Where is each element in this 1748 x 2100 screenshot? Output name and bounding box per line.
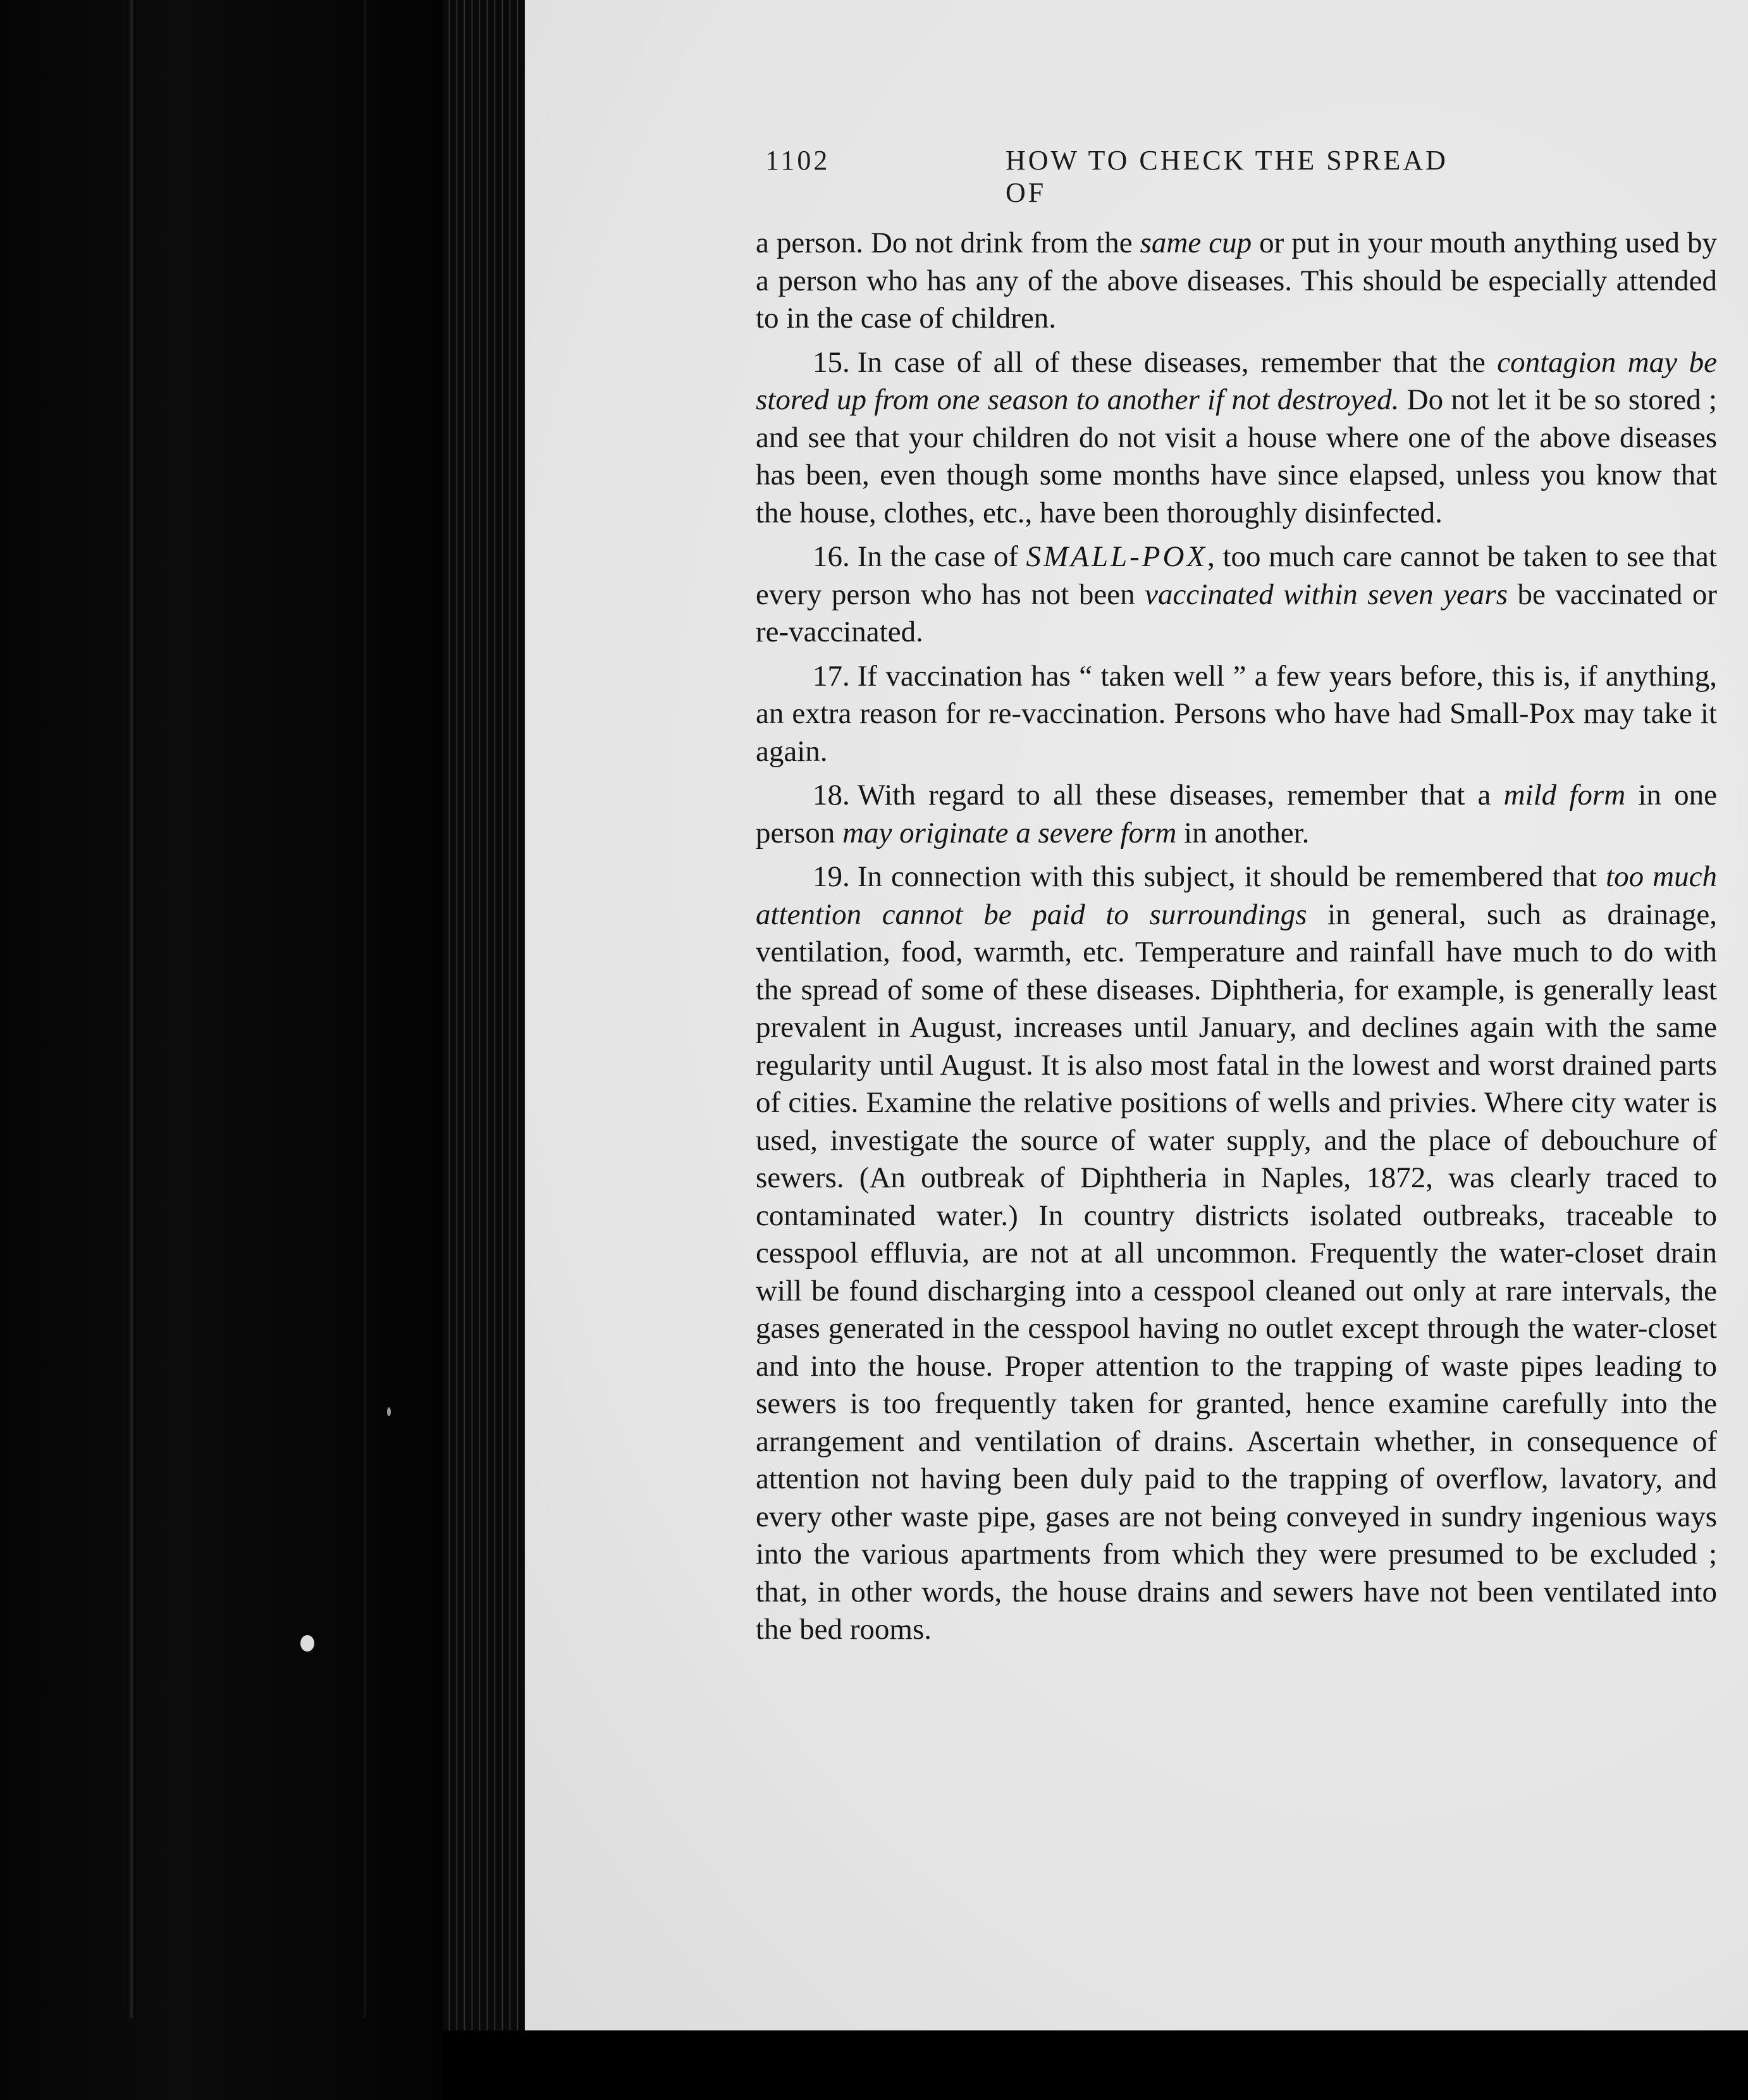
paragraph (756, 225, 1717, 338)
italic-run: contagion may be stored up from one season to another if not destroyed. (756, 345, 1717, 416)
text-run: , too much care cannot be taken to see that every person who has not been (756, 540, 1717, 611)
italic-run: SMALL-POX (1026, 540, 1208, 573)
bottom-shadow (443, 2030, 1748, 2100)
scan-speck (387, 1407, 391, 1416)
page-number: 1102 (765, 145, 830, 176)
text-run: In case of all of these diseases, remember that the (857, 345, 1498, 379)
text-run: In the case of (857, 540, 1026, 573)
text-run: in one person (756, 779, 1717, 849)
text-run: be vaccinated or re-vaccinated. (756, 578, 1717, 648)
binding-edge-line (364, 0, 366, 2018)
paragraph (756, 858, 1717, 1649)
text-run: a person. Do not drink from the (756, 226, 1140, 259)
italic-run: may originate a severe form (842, 816, 1177, 849)
page-edges (443, 0, 525, 2034)
paragraph (756, 658, 1717, 771)
paragraph-number: 15. (813, 345, 850, 379)
text-run: If vaccination has “ taken well ” a few years before, this is, if anything, an extra reason for re-vaccination. Persons who have had Small-Pox may take it again. (756, 659, 1717, 768)
paragraph-number: 16. (813, 540, 850, 573)
text-run: With regard to all these diseases, remember that a (857, 779, 1504, 812)
running-head (765, 144, 1493, 208)
italic-run: vaccinated within seven years (1145, 578, 1508, 611)
text-run: in another. (1176, 816, 1310, 849)
text-run: Do not let it be so stored ; and see that your children do not visit a house where one of the above diseases has been, even though some months have since elapsed, unless you know that the house, clothes, etc., have been thoroughly disinfected. (756, 383, 1717, 529)
text-run: or put in your mouth anything used by a person who has any of the above diseases. This should be especially attended to in the case of children. (756, 226, 1717, 335)
paragraph-number: 17. (813, 659, 850, 693)
scan-speck (300, 1635, 314, 1652)
italic-run: too much attention cannot be paid to surroundings (756, 860, 1717, 931)
body-text (756, 225, 1717, 1655)
book-binding-shadow (0, 0, 443, 2100)
italic-run: mild form (1503, 779, 1626, 812)
running-head-title: HOW TO CHECK THE SPREAD OF (1006, 145, 1448, 208)
text-run: in general, such as drainage, ventilation, food, warmth, etc. Temperature and rainfall have much to do with the spread of some of these diseases. Diphtheria, for example, is generally least prevalent in August, increases until January, and declines again with the same regularity until August. It is also most fatal in the lowest and worst drained parts of cities. Examine the relative positions of wells and privies. Where city water is used, investigate the source of water supply, and the place of debouchure of sewers. (An outbreak of Diphtheria in Naples, 1872, was clearly traced to contaminated water.) In country districts isolated outbreaks, traceable to cesspool effluvia, are not at all uncommon. Frequently the water-closet drain will be found discharging into a cesspool cleaned out only at rare intervals, the gases generated in the cesspool having no outlet except through the water-closet and into the house. Proper attention to the trapping of waste pipes leading to sewers is too frequently taken for granted, hence examine carefully into the arrangement and ventilation of drains. Ascertain whether, in consequence of attention not having been duly paid to the trapping of overflow, lavatory, and every other waste pipe, gases are not being conveyed in sundry ingenious ways into the various apartments from which they were presumed to be excluded ; that, in other words, the house drains and sewers have not been ventilated into the bed rooms. (756, 898, 1717, 1646)
italic-run: same cup (1140, 226, 1252, 259)
paragraph (756, 777, 1717, 852)
paragraph-number: 18. (813, 779, 850, 812)
paragraph-number: 19. (813, 860, 850, 893)
paragraph (756, 344, 1717, 533)
text-run: In connection with this subject, it should be remembered that (857, 860, 1606, 893)
binding-edge-line (130, 0, 133, 2018)
paragraph (756, 538, 1717, 652)
